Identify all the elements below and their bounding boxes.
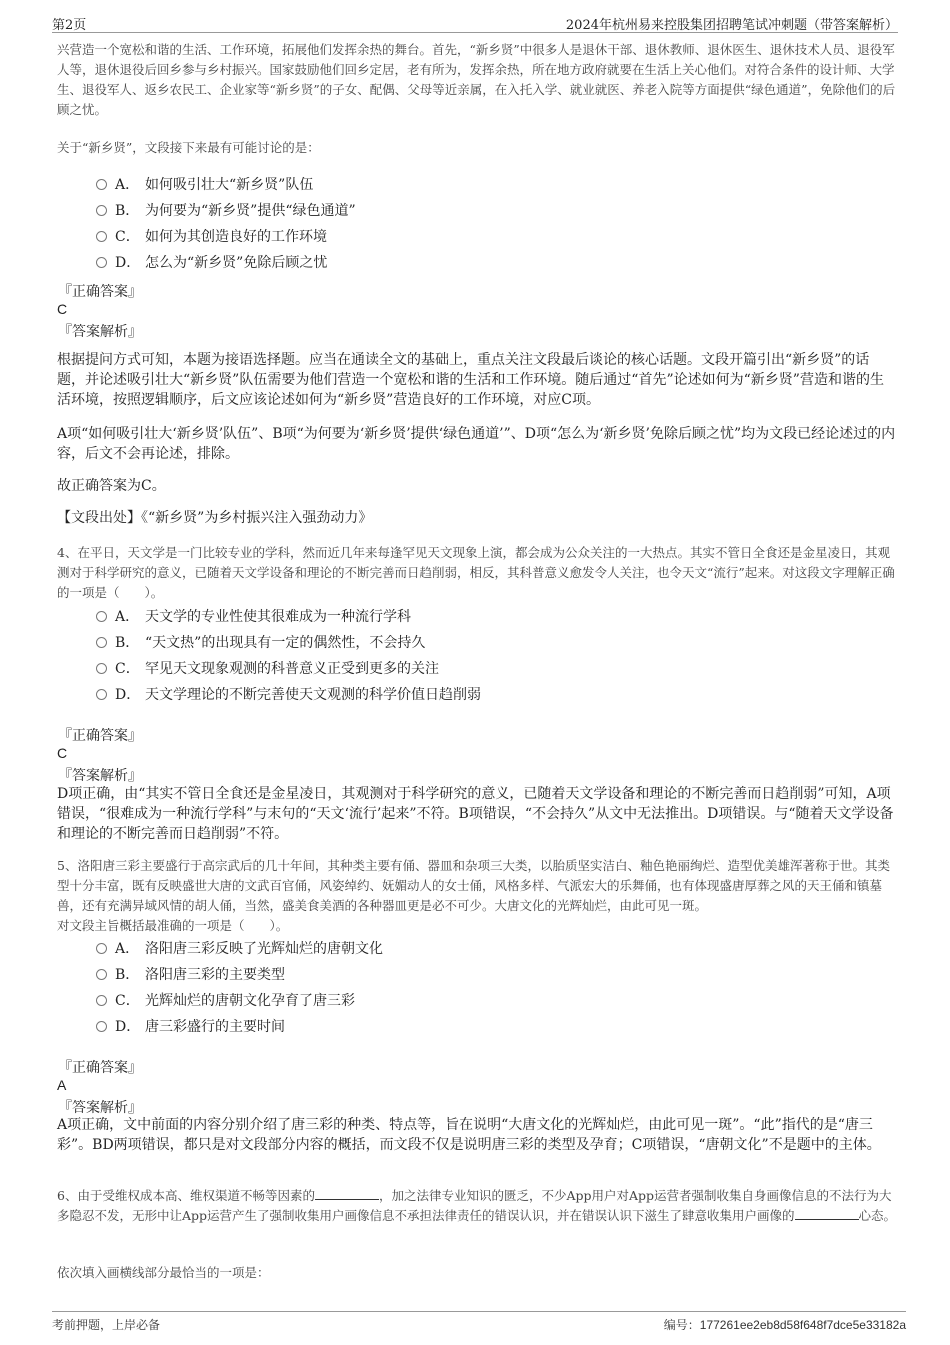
q3-option-b[interactable]: B． 为何要为“新乡贤”提供“绿色通道”: [96, 200, 356, 222]
page-header: [52, 10, 898, 33]
q5-option-a[interactable]: A． 洛阳唐三彩反映了光辉灿烂的唐朝文化: [96, 938, 383, 960]
q6-stem: 依次填入画横线部分最恰当的一项是：: [57, 1265, 270, 1280]
q3-option-d[interactable]: D． 怎么为“新乡贤”免除后顾之忧: [96, 252, 327, 274]
q4-option-c[interactable]: C． 罕见天文现象观测的科普意义正受到更多的关注: [96, 658, 439, 680]
radio-icon[interactable]: [96, 689, 107, 700]
document-title: 2024年杭州易来控股集团招聘笔试冲刺题（带答案解析）: [565, 18, 898, 33]
q5-option-d[interactable]: D． 唐三彩盛行的主要时间: [96, 1016, 285, 1038]
q4-analysis: D项正确，由“其实不管日全食还是金星凌日，其观测对于科学研究的意义，已随着天文学设备和理论的不断完善而日趋削弱”可知，A项错误，“很难成为一种流行学科”与末句的“天文‘流行’起来”不符。B项错误，“不会持久”从文中无法推出。D项错误。与“随着天文学设备和理论的不断完善而日趋削弱”不符。: [57, 786, 894, 842]
page-footer: [52, 1311, 906, 1336]
q3-analysis-p3: 故正确答案为C。: [57, 478, 166, 494]
q3-option-c[interactable]: C． 如何为其创造良好的工作环境: [96, 226, 327, 248]
q5-option-b[interactable]: B． 洛阳唐三彩的主要类型: [96, 964, 285, 986]
q4-option-d[interactable]: D． 天文学理论的不断完善使天文观测的科学价值日趋削弱: [96, 684, 481, 706]
radio-icon[interactable]: [96, 179, 107, 190]
q5-option-c[interactable]: C． 光辉灿烂的唐朝文化孕育了唐三彩: [96, 990, 355, 1012]
radio-icon[interactable]: [96, 205, 107, 216]
q3-source: 【文段出处】《“新乡贤”为乡村振兴注入强劲动力》: [57, 510, 373, 526]
footer-slogan: 考前押题，上岸必备: [52, 1318, 161, 1332]
q3-analysis-p1: 根据提问方式可知，本题为接语选择题。应当在通读全文的基础上，重点关注文段最后谈论的核心话题。文段开篇引出“新乡贤”的话题，并论述吸引壮大“新乡贤”队伍需要为他们营造一个宽松和谐的生活和工作环境。随后通过“首先”论述如何为“新乡贤”营造和谐的生活环境，按照逻辑顺序，后文应该论述如何为“新乡贤”营造良好的工作环境，对应C项。: [57, 352, 884, 408]
q3-analysis-p2: A项“如何吸引壮大‘新乡贤’队伍”、B项“为何要为‘新乡贤’提供‘绿色通道’”、D项“怎么为‘新乡贤’免除后顾之忧”均为文段已经论述过的内容，后文不会再论述，排除。: [57, 426, 896, 462]
radio-icon[interactable]: [96, 257, 107, 268]
q5-passage: 5、洛阳唐三彩主要盛行于高宗武后的几十年间，其种类主要有俑、器皿和杂项三大类，以胎质坚实洁白、釉色艳丽绚烂、造型优美雄浑著称于世。其类型十分丰富，既有反映盛世大唐的文武百官俑，风姿绰约、妩媚动人的女士俑，风格多样、气派宏大的乐舞俑，也有体现盛唐厚葬之风的天王俑和镇墓兽，还有充满异域风情的胡人俑，当然，盛美食美酒的各种器皿更是必不可少。大唐文化的光辉灿烂，由此可见一斑。: [57, 858, 890, 913]
document-code: 编号：177261ee2eb8d58f648f7dce5e33182a: [663, 1318, 906, 1332]
q5-analysis: A项正确，文中前面的内容分别介绍了唐三彩的种类、特点等，旨在说明“大唐文化的光辉灿烂，由此可见一斑”。“此”指代的是“唐三彩”。BD两项错误，都只是对文段部分内容的概括，而文段不仅是说明唐三彩的类型及孕育；C项错误，“唐朝文化”不是题中的主体。: [57, 1117, 881, 1153]
q4-option-b[interactable]: B． “天文热”的出现具有一定的偶然性，不会持久: [96, 632, 425, 654]
q5-answer: A: [57, 1077, 67, 1093]
radio-icon[interactable]: [96, 943, 107, 954]
radio-icon[interactable]: [96, 1021, 107, 1032]
q3-passage: 兴营造一个宽松和谐的生活、工作环境，拓展他们发挥余热的舞台。首先，“新乡贤”中很多人是退休干部、退休教师、退休医生、退休技术人员、退役军人等，退休退役后回乡参与乡村振兴。国家鼓励他们回乡定居，老有所为，发挥余热，所在地方政府就要在生活上关心他们。对符合条件的设计师、大学生、退役军人、返乡农民工、企业家等“新乡贤”的子女、配偶、父母等近亲属，在入托入学、就业就医、养老入院等方面提供“绿色通道”，免除他们的后顾之忧。: [57, 42, 896, 117]
q4-analysis-label: 『答案解析』: [58, 768, 142, 784]
q3-stem: 关于“新乡贤”，文段接下来最有可能讨论的是：: [57, 140, 320, 155]
q4-answer: C: [57, 745, 68, 761]
radio-icon[interactable]: [96, 663, 107, 674]
q5-answer-label: 『正确答案』: [58, 1060, 142, 1076]
q3-answer-label: 『正确答案』: [58, 284, 142, 300]
fill-blank-1[interactable]: [315, 1187, 379, 1200]
q6-passage: 6、由于受维权成本高、维权渠道不畅等因素的 ，加之法律专业知识的匮乏，不少App用户对App运营者强制收集自身画像信息的不法行为大多隐忍不发，无形中让App运营产生了强制收集用户画像信息不承担法律责任的错误认识，并在错误认识下滋生了肆意收集用户画像的 心态。: [57, 1188, 897, 1223]
q5-stem: 对文段主旨概括最准确的一项是（ ）。: [57, 918, 289, 933]
fill-blank-2[interactable]: [795, 1207, 859, 1220]
q3-analysis-label: 『答案解析』: [58, 324, 142, 340]
q4-answer-label: 『正确答案』: [58, 728, 142, 744]
radio-icon[interactable]: [96, 995, 107, 1006]
page-number: 第2页: [52, 18, 87, 33]
radio-icon[interactable]: [96, 637, 107, 648]
radio-icon[interactable]: [96, 969, 107, 980]
radio-icon[interactable]: [96, 231, 107, 242]
q4-option-a[interactable]: A． 天文学的专业性使其很难成为一种流行学科: [96, 606, 411, 628]
q3-option-a[interactable]: A． 如何吸引壮大“新乡贤”队伍: [96, 174, 313, 196]
q5-analysis-label: 『答案解析』: [58, 1100, 142, 1116]
q3-answer: C: [57, 301, 68, 317]
q4-passage: 4、在平日，天文学是一门比较专业的学科，然而近几年来每逢罕见天文现象上演，都会成为公众关注的一大热点。其实不管日全食还是金星凌日，其观测对于科学研究的意义，已随着天文学设备和理论的不断完善而日趋削弱，相反，其科普意义愈发令人关注，也令天文“流行”起来。对这段文字理解正确的一项是（ ）。: [57, 545, 895, 600]
radio-icon[interactable]: [96, 611, 107, 622]
